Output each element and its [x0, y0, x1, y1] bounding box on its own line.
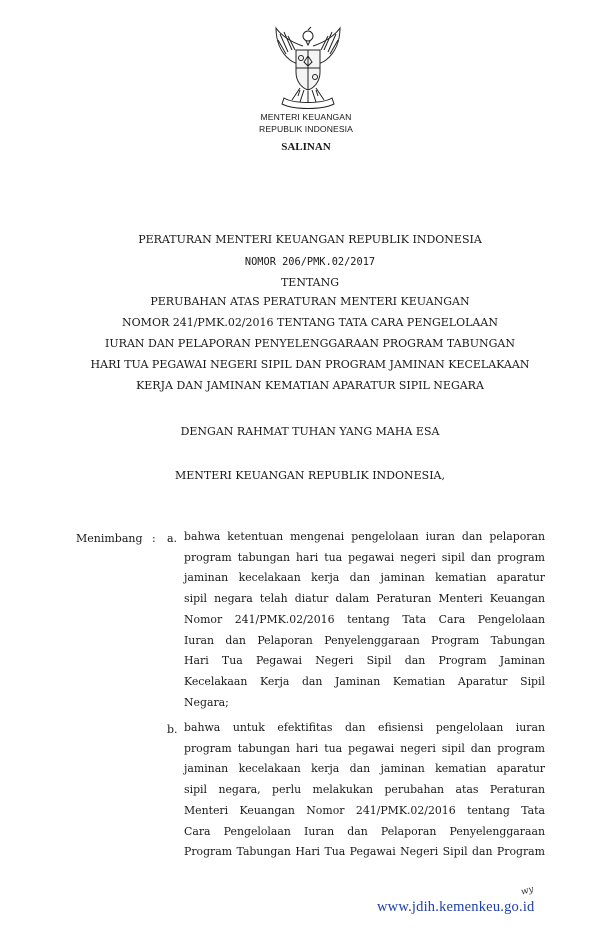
item-letter: b. [167, 723, 178, 736]
paragraph-line: bahwa ketentuan mengenai pengelolaan iuran dan pelaporan [184, 530, 545, 543]
paragraph-line: Cara Pengelolaan Iuran dan Pelaporan Penyelenggaraan [184, 824, 545, 838]
subject-line: HARI TUA PEGAWAI NEGERI SIPIL DAN PROGRAM JAMINAN KECELAKAAN [90, 358, 530, 371]
item-letter: a. [167, 532, 178, 545]
paragraph-line: Iuran dan Pelaporan Penyelenggaraan Program Tabungan [184, 633, 545, 647]
paragraph-line: Kecelakaan Kerja dan Jaminan Kematian Aparatur Sipil [184, 674, 545, 688]
considerations-label: Menimbang [76, 532, 143, 545]
ministry-name: MENTERI KEUANGAN [260, 112, 352, 122]
consideration-item-a [184, 527, 545, 713]
paragraph-line: Negara; [184, 695, 229, 709]
consideration-item-b [184, 718, 545, 863]
paragraph-line: Hari Tua Pegawai Negeri Sipil dan Program Jaminan [184, 654, 545, 668]
paragraph-line: program tabungan hari tua pegawai negeri sipil dan program [184, 741, 545, 755]
invocation: DENGAN RAHMAT TUHAN YANG MAHA ESA [180, 425, 440, 438]
paragraph-line: bahwa untuk efektifitas dan efisiensi pengelolaan iuran [184, 721, 545, 734]
paragraph-line: sipil negara, perlu melakukan perubahan atas Peraturan [184, 783, 545, 797]
subject-line: IURAN DAN PELAPORAN PENYELENGGARAAN PROGRAM TABUNGAN [105, 337, 515, 350]
regulation-title: PERATURAN MENTERI KEUANGAN REPUBLIK INDONESIA [138, 233, 482, 246]
paragraph-line: program tabungan hari tua pegawai negeri sipil dan program [184, 550, 545, 564]
issuer: MENTERI KEUANGAN REPUBLIK INDONESIA, [174, 469, 446, 482]
footer-url-link[interactable]: www.jdih.kemenkeu.go.id [377, 899, 535, 915]
regulation-about-label: TENTANG [280, 276, 340, 289]
copy-label: SALINAN [281, 141, 331, 153]
paragraph-line: Nomor 241/PMK.02/2016 tentang Tata Cara Pengelolaan [184, 612, 545, 626]
paragraph-line: Program Tabungan Hari Tua Pegawai Negeri Sipil dan Program [184, 845, 545, 859]
paragraph-line: sipil negara telah diatur dalam Peraturan Menteri Keuangan [184, 592, 545, 606]
paragraph-line: Menteri Keuangan Nomor 241/PMK.02/2016 tentang Tata [184, 803, 545, 817]
garuda-emblem-icon [270, 26, 346, 110]
initial-mark: wy [519, 884, 535, 898]
subject-line: PERUBAHAN ATAS PERATURAN MENTERI KEUANGAN [150, 295, 470, 308]
country-name: REPUBLIK INDONESIA [259, 124, 353, 134]
paragraph-line: jaminan kecelakaan kerja dan jaminan kematian aparatur [184, 571, 545, 585]
subject-line: NOMOR 241/PMK.02/2016 TENTANG TATA CARA PENGELOLAAN [122, 316, 498, 329]
subject-line: KERJA DAN JAMINAN KEMATIAN APARATUR SIPIL NEGARA [136, 379, 484, 392]
paragraph-line: jaminan kecelakaan kerja dan jaminan kematian aparatur [184, 762, 545, 776]
regulation-number: NOMOR 206/PMK.02/2017 [244, 256, 376, 268]
considerations-colon: : [152, 532, 156, 545]
